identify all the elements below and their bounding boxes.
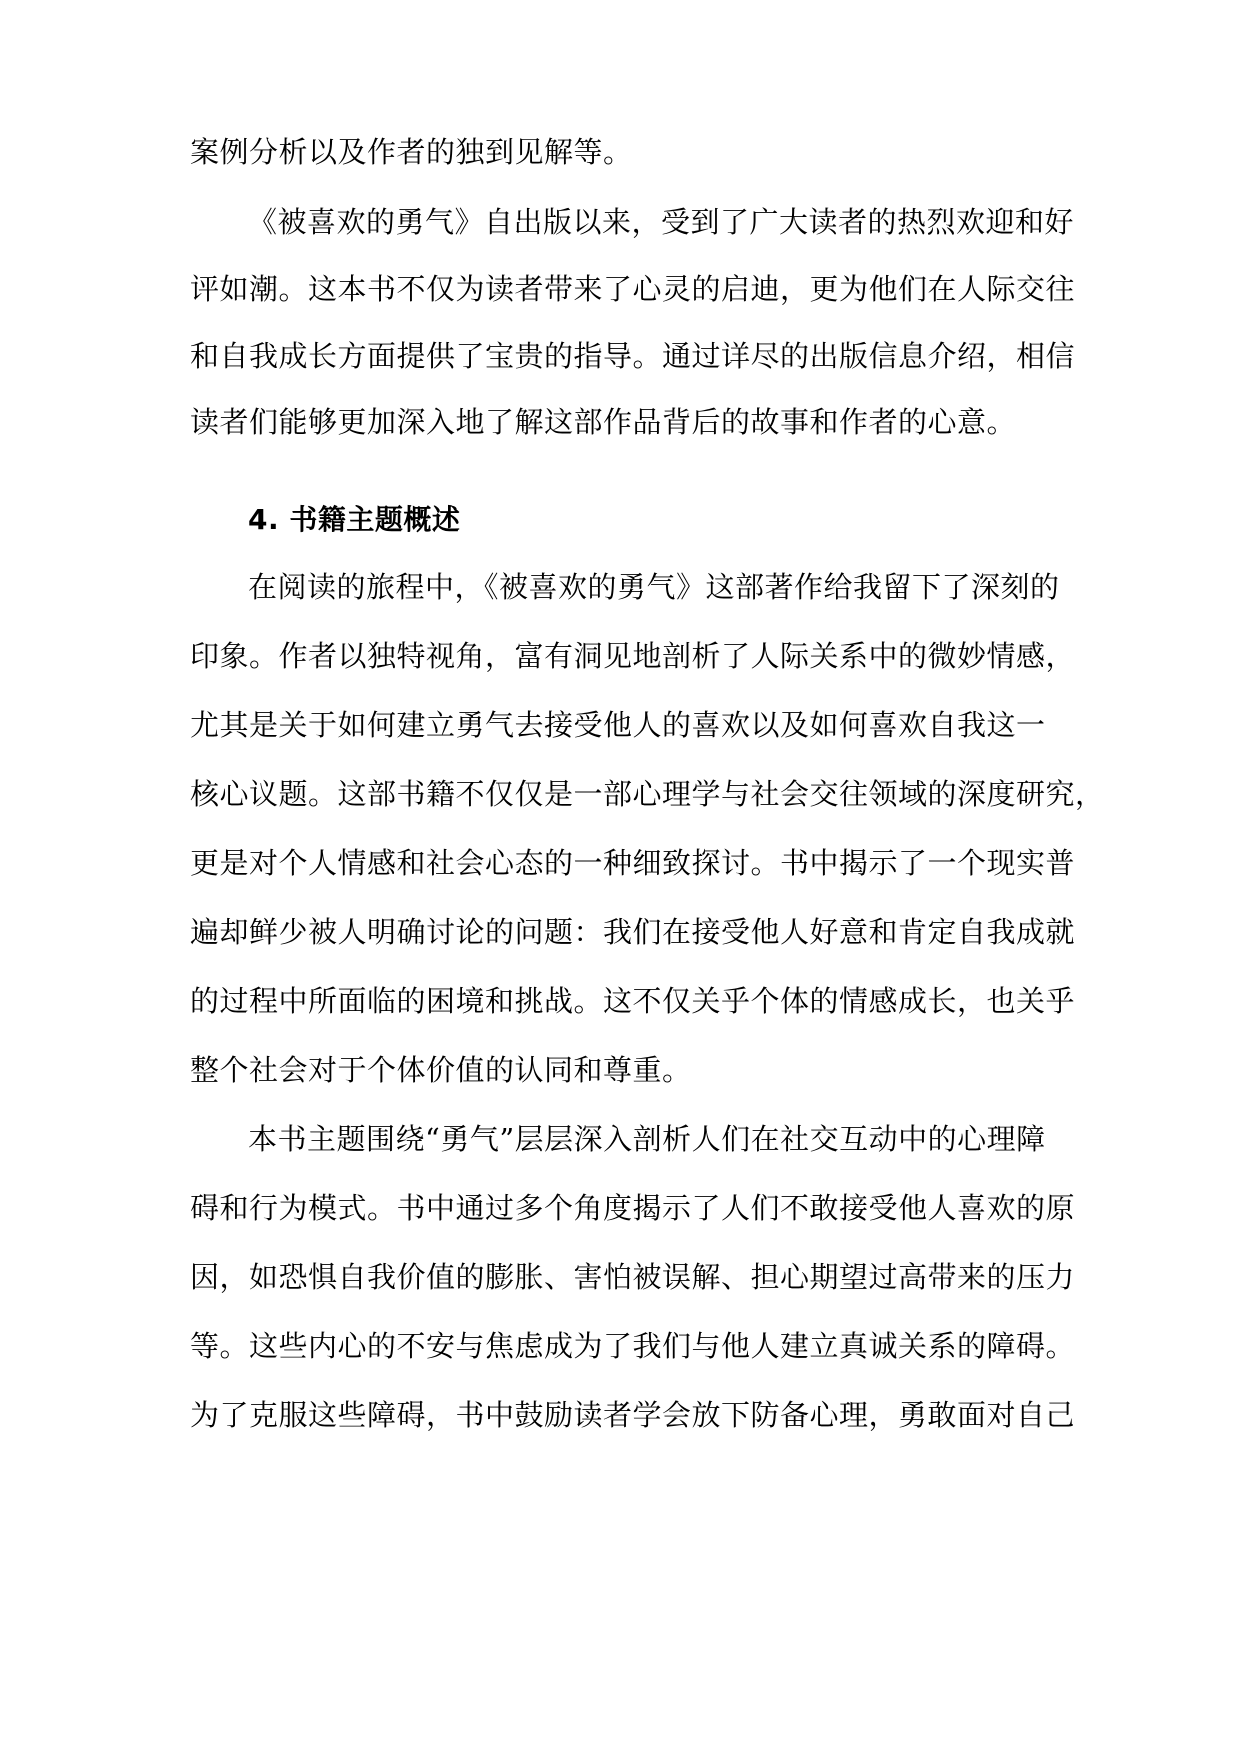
paragraph-2-line-1: 《被喜欢的勇气》自出版以来，受到了广大读者的热烈欢迎和好 [248,205,1075,239]
paragraph-4-line-1: 本书主题围绕“勇气”层层深入剖析人们在社交互动中的心理障 [248,1122,1046,1156]
paragraph-3-line-1: 在阅读的旅程中，《被喜欢的勇气》这部著作给我留下了深刻的 [248,570,1060,604]
paragraph-3-line-5: 更是对个人情感和社会心态的一种细致探讨。书中揭示了一个现实普 [190,846,1076,880]
paragraph-3-line-3: 尤其是关于如何建立勇气去接受他人的喜欢以及如何喜欢自我这一 [190,708,1046,742]
paragraph-3-line-2: 印象。作者以独特视角，富有洞见地剖析了人际关系中的微妙情感， [190,639,1076,673]
paragraph-1-line-1: 案例分析以及作者的独到见解等。 [190,135,633,169]
paragraph-4-line-5: 为了克服这些障碍，书中鼓励读者学会放下防备心理，勇敢面对自己 [190,1398,1076,1432]
paragraph-4-line-2: 碍和行为模式。书中通过多个角度揭示了人们不敢接受他人喜欢的原 [190,1191,1076,1225]
section-heading: 4. 书籍主题概述 [248,503,461,536]
paragraph-3-line-7: 的过程中所面临的困境和挑战。这不仅关乎个体的情感成长，也关乎 [190,984,1076,1018]
paragraph-2-line-4: 读者们能够更加深入地了解这部作品背后的故事和作者的心意。 [190,405,1017,439]
paragraph-3-line-4: 核心议题。这部书籍不仅仅是一部心理学与社会交往领域的深度研究， [190,777,1105,811]
paragraph-3-line-6: 遍却鲜少被人明确讨论的问题：我们在接受他人好意和肯定自我成就 [190,915,1076,949]
paragraph-2-line-3: 和自我成长方面提供了宝贵的指导。通过详尽的出版信息介绍，相信 [190,339,1076,373]
paragraph-4-line-3: 因，如恐惧自我价值的膨胀、害怕被误解、担心期望过高带来的压力 [190,1260,1076,1294]
paragraph-3-line-8: 整个社会对于个体价值的认同和尊重。 [190,1053,692,1087]
paragraph-4-line-4: 等。这些内心的不安与焦虑成为了我们与他人建立真诚关系的障碍。 [190,1329,1076,1363]
paragraph-2-line-2: 评如潮。这本书不仅为读者带来了心灵的启迪，更为他们在人际交往 [190,272,1076,306]
